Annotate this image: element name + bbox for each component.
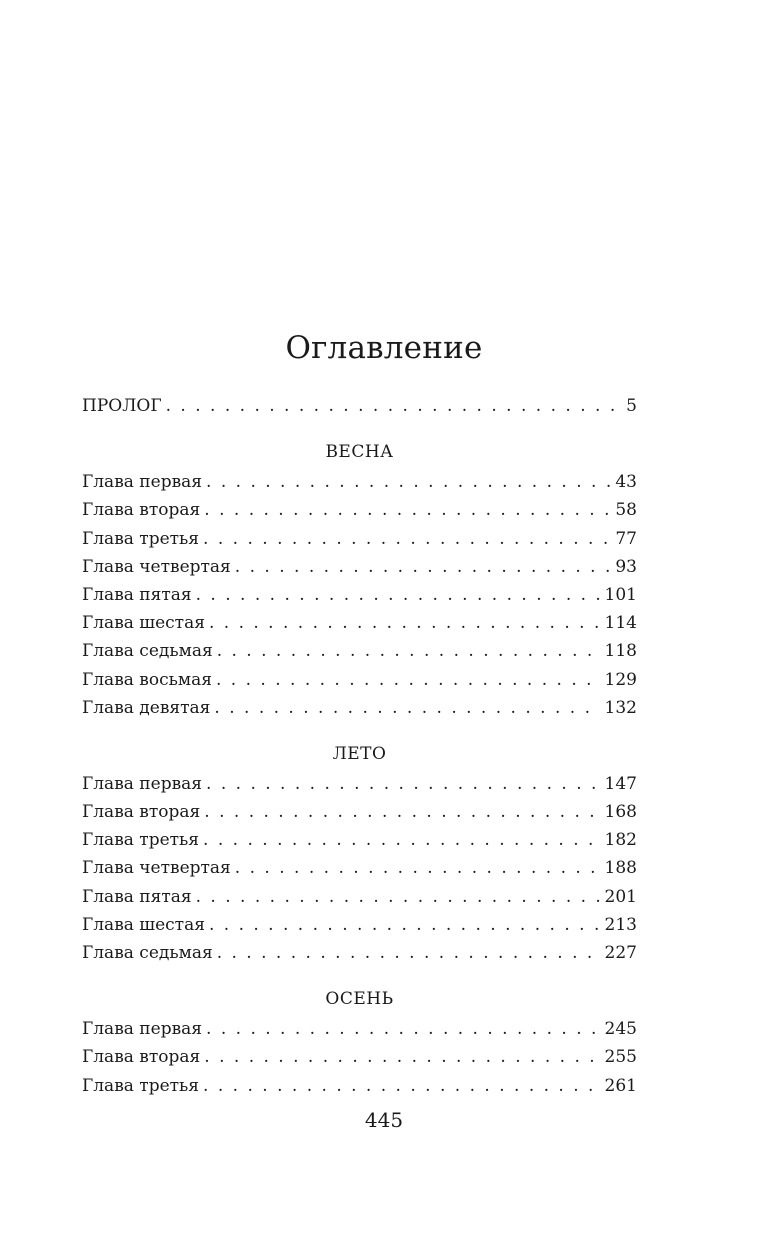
toc-entry — [82, 939, 637, 967]
toc-entry-label: ПРОЛОГ — [82, 396, 162, 416]
toc-entry-label: Глава пятая — [82, 886, 192, 907]
toc-entry-page: 118 — [604, 641, 637, 662]
dot-leader — [235, 854, 601, 882]
toc-entry — [82, 1015, 637, 1043]
dot-leader — [204, 798, 600, 826]
toc-entry-label: Глава четвертая — [82, 858, 231, 879]
toc-entry-label: Глава седьмая — [82, 943, 213, 963]
toc-entry — [82, 826, 637, 854]
toc-entry-page: 245 — [604, 1019, 637, 1040]
toc-entry — [82, 1043, 637, 1071]
page-number: 445 — [364, 1108, 404, 1132]
toc-entry — [82, 854, 637, 882]
toc-entry-page: 201 — [604, 886, 637, 907]
dot-leader — [203, 525, 611, 553]
toc-entry-label: Глава вторая — [82, 500, 201, 521]
toc-entry-page: 227 — [604, 943, 637, 963]
dot-leader — [204, 496, 611, 524]
toc-entry — [82, 770, 637, 798]
toc-entry-label: Глава третья — [82, 1075, 200, 1096]
dot-leader — [196, 581, 601, 609]
dot-leader — [217, 939, 601, 967]
toc-entry — [82, 553, 637, 581]
toc-entry-label: Глава третья — [82, 528, 200, 549]
toc-entry — [82, 694, 637, 722]
toc-entry-label: Глава вторая — [82, 1047, 201, 1068]
toc-entry — [82, 798, 637, 826]
toc-entry — [82, 911, 637, 939]
dot-leader — [203, 826, 601, 854]
toc-entry-page: 129 — [604, 669, 637, 690]
dot-leader — [216, 666, 601, 694]
dot-leader — [217, 637, 601, 665]
dot-leader — [206, 1015, 601, 1043]
toc-entry — [82, 581, 637, 609]
toc-entry-label: Глава восьмая — [82, 669, 212, 690]
toc-entry — [82, 666, 637, 694]
toc-entry-page: 168 — [604, 802, 637, 823]
toc-entry — [82, 609, 637, 637]
dot-leader — [214, 694, 600, 722]
toc-entry-label: Глава вторая — [82, 802, 201, 823]
toc-entry-page: 182 — [604, 830, 637, 851]
toc-entry — [82, 637, 637, 665]
dot-leader — [235, 553, 612, 581]
toc-entry-label: Глава девятая — [82, 697, 211, 718]
dot-leader — [196, 883, 601, 911]
toc-entry — [82, 1072, 637, 1100]
toc-entry — [82, 883, 637, 911]
dot-leader — [206, 468, 611, 496]
toc-entry-label: Глава пятая — [82, 584, 192, 605]
toc-entry-page: 147 — [604, 773, 637, 794]
toc-entry-page: 188 — [604, 858, 637, 879]
dot-leader — [204, 1043, 600, 1071]
toc-entry-label: Глава четвертая — [82, 556, 231, 577]
toc-entry-label: Глава первая — [82, 773, 203, 794]
toc-entry — [82, 496, 637, 524]
dot-leader — [166, 392, 623, 420]
section-heading-summer: ЛЕТО — [332, 743, 387, 764]
toc-entry — [82, 525, 637, 553]
toc-entry-page: 5 — [626, 396, 637, 416]
toc-entry-label: Глава первая — [82, 1019, 203, 1040]
dot-leader — [203, 1072, 601, 1100]
dot-leader — [206, 770, 601, 798]
toc-entry-label: Глава шестая — [82, 613, 205, 634]
toc-entry-page: 43 — [615, 472, 637, 493]
toc-entry-page: 132 — [604, 697, 637, 718]
toc-entry-label: Глава седьмая — [82, 641, 213, 662]
toc-entry-label: Глава третья — [82, 830, 200, 851]
toc-entry-label: Глава первая — [82, 472, 203, 493]
toc-entry — [82, 468, 637, 496]
toc-entry-page: 255 — [604, 1047, 637, 1068]
section-heading-spring: ВЕСНА — [325, 442, 394, 463]
dot-leader — [209, 609, 601, 637]
toc-entry-page: 101 — [604, 584, 637, 605]
toc-entry-page: 58 — [615, 500, 637, 521]
toc-entry-label: Глава шестая — [82, 914, 205, 935]
table-of-contents — [82, 392, 637, 1100]
section-heading-autumn: ОСЕНЬ — [325, 989, 394, 1010]
toc-entry-page: 114 — [604, 613, 637, 634]
toc-entry-page: 93 — [615, 556, 637, 577]
toc-entry-page: 261 — [604, 1075, 637, 1096]
toc-entry-page: 77 — [615, 528, 637, 549]
dot-leader — [209, 911, 601, 939]
toc-entry-page: 213 — [604, 914, 637, 935]
toc-title: Оглавление — [285, 330, 483, 366]
toc-entry-prologue — [82, 392, 637, 420]
